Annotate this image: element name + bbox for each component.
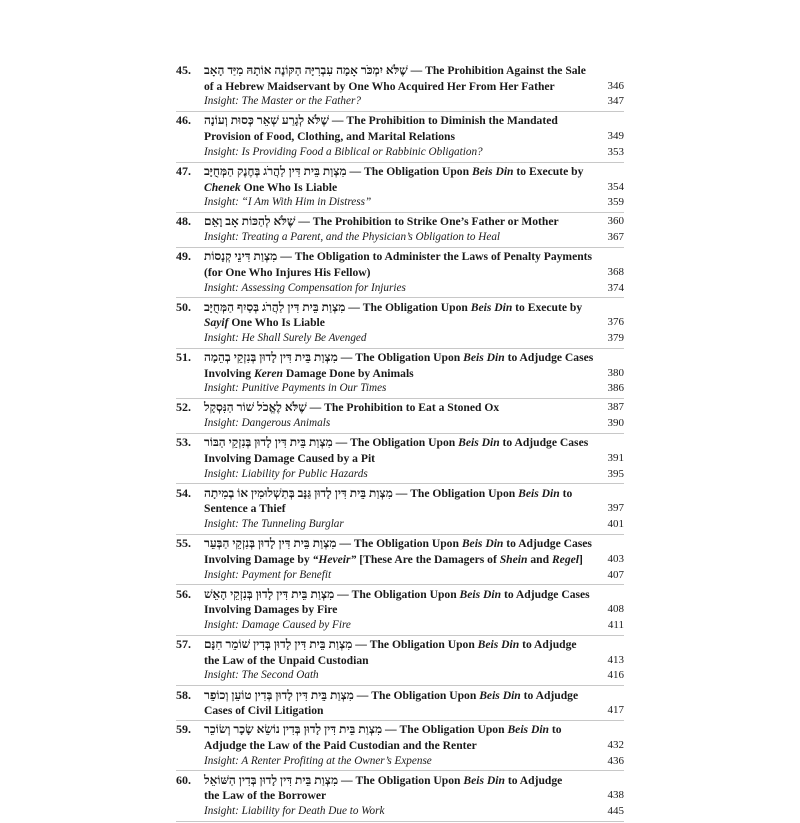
insight-text: Insight: He Shall Surely Be Avenged	[204, 331, 367, 344]
entry-title: מִצְוַת בֵּית דִּין לָדוּן בְּנִזְקֵי בְהֵמָה — The Obligation Upon Beis Din to Adjudge Cases	[204, 350, 594, 365]
divider	[176, 162, 624, 163]
page-number: 401	[607, 518, 624, 531]
title-line	[176, 129, 624, 145]
english-title: The Obligation Upon Beis Din to Execute by	[362, 300, 583, 314]
page-number: 368	[607, 265, 624, 278]
hebrew-title: מִצְוַת בֵּית דִּין לָדוּן בְּדִין טוֹעֵן וְכוֹפֵר	[204, 687, 354, 702]
title-line	[176, 552, 624, 568]
page-number: 391	[607, 451, 624, 464]
divider	[176, 483, 624, 484]
title-line	[176, 637, 624, 653]
insight-text: Insight: Dangerous Animals	[204, 417, 331, 430]
english-title: The Obligation Upon Beis Din to	[410, 486, 573, 500]
entry-title	[204, 265, 371, 281]
hebrew-title: מִצְוַת בֵּית דִּין לַהֲרֹג בְּחֶנֶק הַמְּחֻיָּב	[204, 163, 347, 178]
english-title: Involving Damage by “Heveir” [These Are the Damagers of Shein and Regel]	[204, 552, 583, 566]
entry-title: מִצְוַת דִּינֵי קְנָסוֹת — The Obligation to Administer the Laws of Penalty Payments	[204, 249, 593, 264]
insight-text: Insight: Payment for Benefit	[204, 568, 332, 581]
entry-title: מִצְוַת בֵּית דִּין לָדוּן בְּדִין שׁוֹמֵר חִנָּם — The Obligation Upon Beis Din to Adjudge	[204, 637, 577, 652]
hebrew-title: מִצְוַת בֵּית דִּין לָדוּן בְּנִזְקֵי הַבְּעֵר	[204, 536, 337, 551]
entry-number: 54.	[176, 485, 191, 500]
divider	[176, 247, 624, 248]
insight-line	[176, 568, 624, 584]
entry-title: מִצְוַת בֵּית דִּין לָדוּן בְּדִין טוֹעֵן וְכוֹפֵר — The Obligation Upon Beis Din to Adjudge	[204, 687, 579, 702]
title-line	[176, 350, 624, 366]
entry-number: 46.	[176, 113, 191, 128]
page-number: 436	[607, 754, 624, 767]
title-line	[176, 265, 624, 281]
toc-entry[interactable]	[176, 637, 624, 684]
divider	[176, 821, 624, 822]
title-line	[176, 300, 624, 316]
hebrew-title: מִצְוַת בֵּית דִּין לַהֲרֹג בְּסַיִף הַמְּחֻיָּב	[204, 299, 346, 314]
page-number: 374	[607, 281, 624, 294]
entry-title: שֶׁלֹּא לְהַכּוֹת אָב וָאֵם — The Prohibition to Strike One’s Father or Mother	[204, 214, 559, 229]
title-line	[176, 451, 624, 467]
toc-entry[interactable]	[176, 587, 624, 634]
divider	[176, 584, 624, 585]
page-number: 347	[607, 95, 624, 108]
divider	[176, 685, 624, 686]
toc-entry[interactable]	[176, 113, 624, 160]
title-line	[176, 587, 624, 603]
english-title: The Prohibition Against the Sale	[425, 64, 586, 77]
page-number: 417	[607, 704, 624, 717]
english-title: The Obligation Upon Beis Din to Adjudge Cases	[351, 587, 590, 601]
english-title: Adjudge the Law of the Paid Custodian and the Renter	[204, 738, 477, 752]
english-title: The Obligation Upon Beis Din to Adjudge	[371, 688, 579, 702]
toc-entry[interactable]	[176, 435, 624, 482]
title-line	[176, 653, 624, 669]
divider	[176, 770, 624, 771]
entry-number: 45.	[176, 63, 191, 77]
insight-line	[176, 331, 624, 347]
insight-text: Insight: Liability for Public Hazards	[204, 467, 368, 480]
insight-text: Insight: A Renter Profiting at the Owner’s Expense	[204, 754, 432, 767]
entry-title	[204, 552, 583, 568]
page-number: 445	[607, 805, 624, 818]
title-line	[176, 435, 624, 451]
page-number: 438	[607, 789, 624, 802]
insight-text: Insight: The Second Oath	[204, 669, 319, 682]
page-number: 376	[607, 316, 624, 329]
english-title: The Obligation Upon Beis Din to Execute by	[364, 164, 584, 178]
entry-number: 58.	[176, 687, 191, 702]
title-line	[176, 79, 624, 95]
entry-title: מִצְוַת בֵּית דִּין לַהֲרֹג בְּסַיִף הַמְּחֻיָּב — The Obligation Upon Beis Din to Execute by	[204, 299, 583, 314]
title-line	[176, 536, 624, 552]
divider	[176, 534, 624, 535]
toc-entry[interactable]	[176, 350, 624, 397]
insight-line	[176, 195, 624, 211]
entry-number: 48.	[176, 214, 191, 229]
insight-line	[176, 467, 624, 483]
entry-number: 51.	[176, 350, 191, 365]
hebrew-title: מִצְוַת בֵּית דִּין לָדוּן בְּדִין נוֹשֵׂא שָׂכָר וְשׂוֹכֵר	[204, 722, 383, 737]
entry-number: 59.	[176, 722, 191, 737]
divider	[176, 297, 624, 298]
insight-text: Insight: “I Am With Him in Distress”	[204, 196, 372, 209]
title-line	[176, 366, 624, 382]
entry-title: מִצְוַת בֵּית דִּין לָדוּן בְּנִזְקֵי הָאֵשׁ — The Obligation Upon Beis Din to Adjudge Cases	[204, 586, 590, 601]
page-number: 359	[607, 196, 624, 209]
hebrew-title: מִצְוַת בֵּית דִּין לָדוּן גַּנָּב בְּתַשְׁלוּמִין אוֹ בְמִיתָה	[204, 485, 393, 500]
toc-entry[interactable]	[176, 214, 624, 245]
divider	[176, 348, 624, 349]
divider	[176, 398, 624, 399]
entry-title	[204, 180, 337, 196]
title-line	[176, 602, 624, 618]
insight-text: Insight: Assessing Compensation for Injuries	[204, 281, 406, 294]
title-line	[176, 738, 624, 754]
insight-line	[176, 416, 624, 432]
entry-number: 60.	[176, 772, 191, 787]
english-title: Involving Damages by Fire	[204, 603, 338, 617]
title-line	[176, 400, 624, 416]
entry-title: שֶׁלֹּא לְגָרַע שְׁאֵר כְּסוּת וְעוֹנָה — The Prohibition to Diminish the Mandated	[204, 113, 558, 128]
entry-number: 53.	[176, 435, 191, 450]
hebrew-title: מִצְוַת דִּינֵי קְנָסוֹת	[204, 249, 278, 264]
page-number: 397	[607, 502, 624, 515]
insight-text: Insight: The Tunneling Burglar	[204, 518, 344, 531]
page-number: 403	[607, 552, 624, 565]
entry-title: מִצְוַת בֵּית דִּין לָדוּן בְּדִין הַשּׁוֹאֵל — The Obligation Upon Beis Din to Adjudge	[204, 772, 563, 787]
page-number: 379	[607, 331, 624, 344]
insight-line	[176, 754, 624, 770]
insight-text: Insight: The Master or the Father?	[204, 95, 361, 108]
table-of-contents	[176, 63, 624, 823]
page-number: 390	[607, 417, 624, 430]
english-title: the Law of the Borrower	[204, 789, 327, 803]
entry-title	[204, 315, 325, 331]
page-number: 346	[607, 79, 624, 92]
divider	[176, 635, 624, 636]
entry-number: 57.	[176, 637, 191, 652]
entry-number: 47.	[176, 163, 191, 178]
toc-entry[interactable]	[176, 249, 624, 296]
page-number: 367	[607, 231, 624, 244]
english-title: The Prohibition to Eat a Stoned Ox	[324, 401, 500, 415]
entry-title	[204, 703, 323, 719]
entry-title: מִצְוַת בֵּית דִּין לָדוּן בְּדִין נוֹשֵׂא שָׂכָר וְשׂוֹכֵר — The Obligation Upon Beis Din to	[204, 722, 562, 737]
insight-line	[176, 381, 624, 397]
entry-title	[204, 501, 286, 517]
divider	[176, 720, 624, 721]
entry-title	[204, 788, 326, 804]
hebrew-title: מִצְוַת בֵּית דִּין לָדוּן בְּנִזְקֵי הָאֵשׁ	[204, 586, 335, 601]
entry-title: מִצְוַת בֵּית דִּין לָדוּן בְּנִזְקֵי הַבְּעֵר — The Obligation Upon Beis Din to Adjudge Cases	[204, 536, 592, 551]
english-title: Provision of Food, Clothing, and Marital Relations	[204, 130, 455, 144]
toc-entry[interactable]	[176, 164, 624, 211]
entry-title	[204, 79, 555, 95]
english-title: The Obligation Upon Beis Din to Adjudge Cases	[353, 537, 592, 551]
english-title: Chenek One Who Is Liable	[204, 180, 338, 194]
english-title: The Obligation Upon Beis Din to Adjudge Cases	[355, 351, 594, 365]
page-number: 416	[607, 669, 624, 682]
page-number: 411	[607, 618, 624, 631]
toc-entry[interactable]	[176, 486, 624, 533]
divider	[176, 212, 624, 213]
entry-title	[204, 366, 414, 382]
entry-number: 55.	[176, 536, 191, 551]
title-line	[176, 703, 624, 719]
page-number: 386	[607, 382, 624, 395]
title-line	[176, 501, 624, 517]
insight-text: Insight: Damage Caused by Fire	[204, 618, 351, 631]
hebrew-title: מִצְוַת בֵּית דִּין לָדוּן בְּנִזְקֵי בְהֵמָה	[204, 350, 338, 365]
page-number: 349	[607, 130, 624, 143]
toc-entry[interactable]	[176, 300, 624, 347]
title-line	[176, 315, 624, 331]
entry-title	[204, 653, 369, 669]
entry-number: 50.	[176, 299, 191, 314]
page-number: 353	[607, 145, 624, 158]
page-number: 387	[607, 401, 624, 414]
page-number: 360	[607, 215, 624, 228]
title-line	[176, 788, 624, 804]
english-title: The Prohibition to Diminish the Mandated	[346, 114, 558, 128]
entry-title	[204, 738, 477, 754]
entry-number: 49.	[176, 249, 191, 264]
hebrew-title: שֶׁלֹּא לְהַכּוֹת אָב וָאֵם	[204, 214, 296, 229]
hebrew-title: שֶׁלֹּא לְגָרַע שְׁאֵר כְּסוּת וְעוֹנָה	[204, 113, 329, 128]
title-line	[176, 164, 624, 180]
insight-line	[176, 230, 624, 246]
hebrew-title: מִצְוַת בֵּית דִּין לָדוּן בְּנִזְקֵי הַבּוֹר	[204, 435, 333, 450]
entry-title: שֶׁלֹּא לֶאֱכֹל שׁוֹר הַנִּסְקָל — The Prohibition to Eat a Stoned Ox	[204, 400, 500, 415]
english-title: Sayif One Who Is Liable	[204, 316, 325, 330]
english-title: Sentence a Thief	[204, 502, 286, 516]
entry-title	[204, 451, 375, 467]
english-title: The Prohibition to Strike One’s Father or Mother	[312, 215, 559, 229]
divider	[176, 111, 624, 112]
title-line	[176, 249, 624, 265]
toc-entry[interactable]	[176, 536, 624, 583]
toc-entry[interactable]	[176, 773, 624, 820]
insight-text: Insight: Treating a Parent, and the Physician’s Obligation to Heal	[204, 231, 501, 244]
english-title: The Obligation Upon Beis Din to	[399, 723, 562, 737]
english-title: Involving Keren Damage Done by Animals	[204, 366, 414, 380]
hebrew-title: מִצְוַת בֵּית דִּין לָדוּן בְּדִין שׁוֹמֵר חִנָּם	[204, 637, 353, 652]
title-line	[176, 688, 624, 704]
hebrew-title: שֶׁלֹּא לֶאֱכֹל שׁוֹר הַנִּסְקָל	[204, 400, 307, 415]
insight-line	[176, 281, 624, 297]
title-line	[176, 180, 624, 196]
english-title: the Law of the Unpaid Custodian	[204, 653, 369, 667]
insight-line	[176, 145, 624, 161]
hebrew-title: שֶׁלֹּא יִמְכֹּר אָמָה עִבְרִיָּה הַקּוֹנֶה אוֹתָהּ מִיַּד הָאָב	[204, 63, 408, 77]
english-title: The Obligation Upon Beis Din to Adjudge Cases	[350, 436, 589, 450]
insight-text: Insight: Punitive Payments in Our Times	[204, 382, 387, 395]
toc-entry[interactable]	[176, 63, 624, 110]
page-number: 395	[607, 467, 624, 480]
english-title: Cases of Civil Litigation	[204, 704, 324, 718]
page-number: 354	[607, 180, 624, 193]
title-line	[176, 773, 624, 789]
toc-entry[interactable]	[176, 722, 624, 769]
toc-entry[interactable]	[176, 400, 624, 431]
entry-title: שֶׁלֹּא יִמְכֹּר אָמָה עִבְרִיָּה הַקּוֹנֶה אוֹתָהּ מִיַּד הָאָב — The Prohibition Against the Sale	[204, 63, 586, 77]
toc-entry[interactable]	[176, 688, 624, 719]
page-number: 408	[607, 603, 624, 616]
divider	[176, 433, 624, 434]
english-title: The Obligation Upon Beis Din to Adjudge	[369, 638, 577, 652]
page-number: 432	[607, 738, 624, 751]
entry-title: מִצְוַת בֵּית דִּין לַהֲרֹג בְּחֶנֶק הַמְּחֻיָּב — The Obligation Upon Beis Din to Execute by	[204, 163, 584, 178]
insight-line	[176, 618, 624, 634]
page-number: 413	[607, 653, 624, 666]
title-line	[176, 63, 624, 79]
english-title: Involving Damage Caused by a Pit	[204, 451, 376, 465]
page-number: 380	[607, 366, 624, 379]
title-line	[176, 722, 624, 738]
title-line	[176, 486, 624, 502]
entry-number: 52.	[176, 400, 191, 415]
entry-title: מִצְוַת בֵּית דִּין לָדוּן גַּנָּב בְּתַשְׁלוּמִין אוֹ בְמִיתָה — The Obligation Upon Beis Din to	[204, 485, 573, 500]
hebrew-title: מִצְוַת בֵּית דִּין לָדוּן בְּדִין הַשּׁוֹאֵל	[204, 772, 339, 787]
insight-line	[176, 94, 624, 110]
entry-number: 56.	[176, 586, 191, 601]
insight-line	[176, 804, 624, 820]
insight-line	[176, 517, 624, 533]
english-title: of a Hebrew Maidservant by One Who Acquired Her From Her Father	[204, 79, 555, 93]
insight-text: Insight: Is Providing Food a Biblical or Rabbinic Obligation?	[204, 145, 483, 158]
insight-text: Insight: Liability for Death Due to Work	[204, 805, 385, 818]
english-title: (for One Who Injures His Fellow)	[204, 265, 371, 279]
title-line	[176, 113, 624, 129]
entry-title	[204, 602, 337, 618]
entry-title	[204, 129, 455, 145]
page-number: 407	[607, 568, 624, 581]
entry-title: מִצְוַת בֵּית דִּין לָדוּן בְּנִזְקֵי הַבּוֹר — The Obligation Upon Beis Din to Adjudge Cases	[204, 435, 589, 450]
insight-line	[176, 668, 624, 684]
english-title: The Obligation Upon Beis Din to Adjudge	[355, 773, 563, 787]
english-title: The Obligation to Administer the Laws of Penalty Payments	[294, 250, 593, 264]
title-line	[176, 214, 624, 230]
